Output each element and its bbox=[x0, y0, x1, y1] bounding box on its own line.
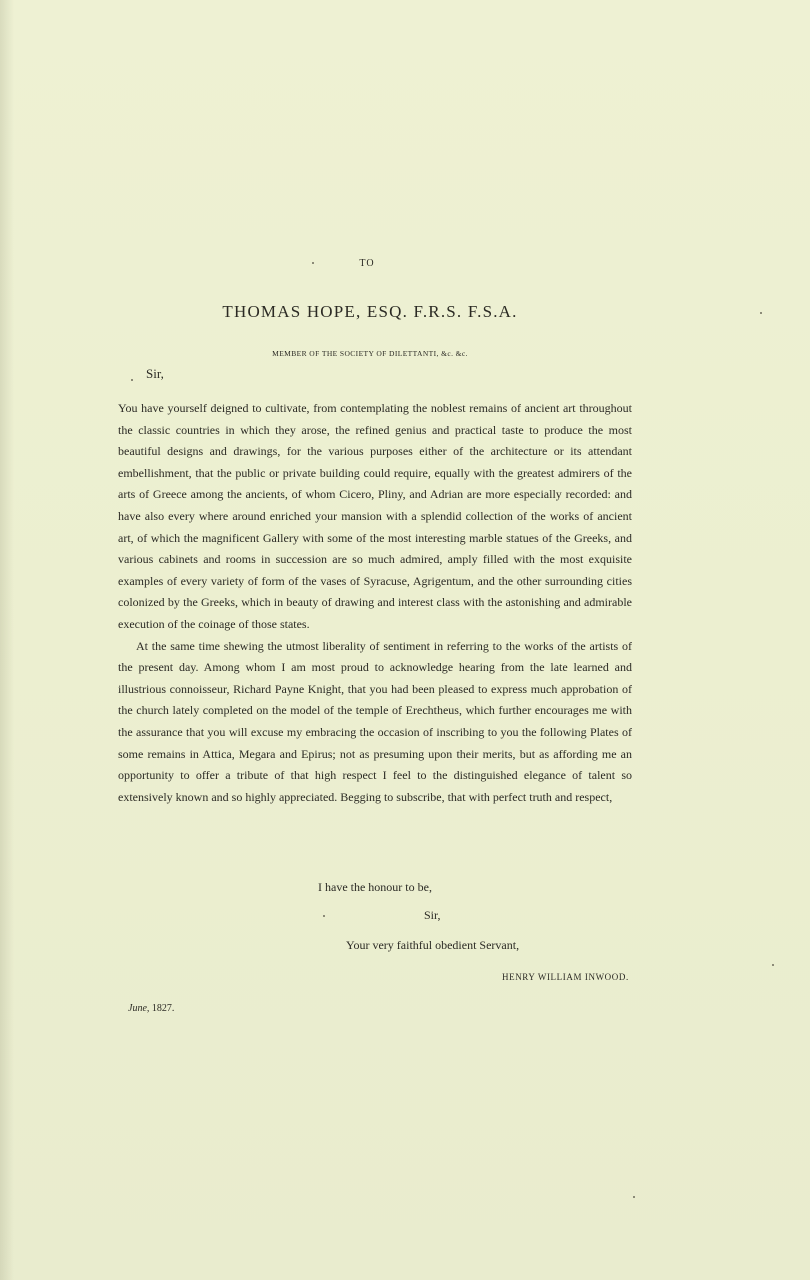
date-month: June, bbox=[128, 1003, 150, 1014]
closing-line-3: Your very faithful obedient Servant, bbox=[346, 938, 520, 952]
letter-body bbox=[118, 398, 632, 808]
letter-paragraph-2: At the same time shewing the utmost liberality of sentiment in referring to the works of the artists of the present day. Among whom I am most proud to acknowledge hearing from the late learned and illustrious connoisseur, Richard Payne Knight, that you had been pleased to express much approbation of the church lately completed on the model of the temple of Erechtheus, which further encourages me with the assurance that you will excuse my embracing the occasion of inscribing to you the following Plates of some remains in Attica, Megara and Epirus; not as presuming upon their merits, but as affording me an opportunity to offer a tribute of that high respect I feel to the distinguished elegance of talent so extensively known and so highly appreciated. Begging to subscribe, that with perfect truth and respect, bbox=[118, 638, 632, 804]
date-year: 1827. bbox=[151, 1003, 175, 1014]
paper-speck bbox=[633, 1196, 635, 1198]
paper-speck bbox=[760, 312, 762, 314]
closing-line-1: I have the honour to be, bbox=[318, 880, 432, 894]
letter-paragraph-1: You have yourself deigned to cultivate, from contemplating the noblest remains of ancient art throughout the classic countries in which they arose, the refined genius and practical taste to produce the most beautiful designs and drawings, for the various purposes either of the architecture or its attendant embellishment, that the public or private building could require, equally with the greatest admirers of the arts of Greece among the ancients, of whom Cicero, Pliny, and Adrian are more especially recorded: and have also every where around enriched your mansion with a splendid collection of the works of ancient art, of which the magnificent Gallery with some of the most interesting marble statues of the Greeks, and various cabinets and rooms in succession are so much admired, amply filled with the most exquisite examples of every variety of form of the vases of Syracuse, Agrigentum, and the other surrounding cities colonized by the Greeks, which in beauty of drawing and interest class with the astonishing and admirable execution of the coinage of those states. bbox=[118, 401, 632, 631]
paper-speck bbox=[131, 379, 133, 381]
paper-speck bbox=[312, 262, 314, 264]
paper-speck bbox=[772, 964, 774, 966]
paper-speck bbox=[323, 915, 325, 917]
dedicatee-name: THOMAS HOPE, ESQ. F.R.S. F.S.A. bbox=[222, 302, 518, 321]
closing-line-2: Sir, bbox=[424, 908, 441, 922]
salutation: Sir, bbox=[146, 366, 164, 381]
dedicatee-membership: MEMBER OF THE SOCIETY OF DILETTANTI, &c. &c. bbox=[272, 349, 468, 358]
signature: HENRY WILLIAM INWOOD. bbox=[502, 972, 629, 982]
dedication-to: TO bbox=[359, 258, 375, 269]
date-line bbox=[128, 1003, 174, 1014]
binding-shadow bbox=[0, 0, 14, 1280]
